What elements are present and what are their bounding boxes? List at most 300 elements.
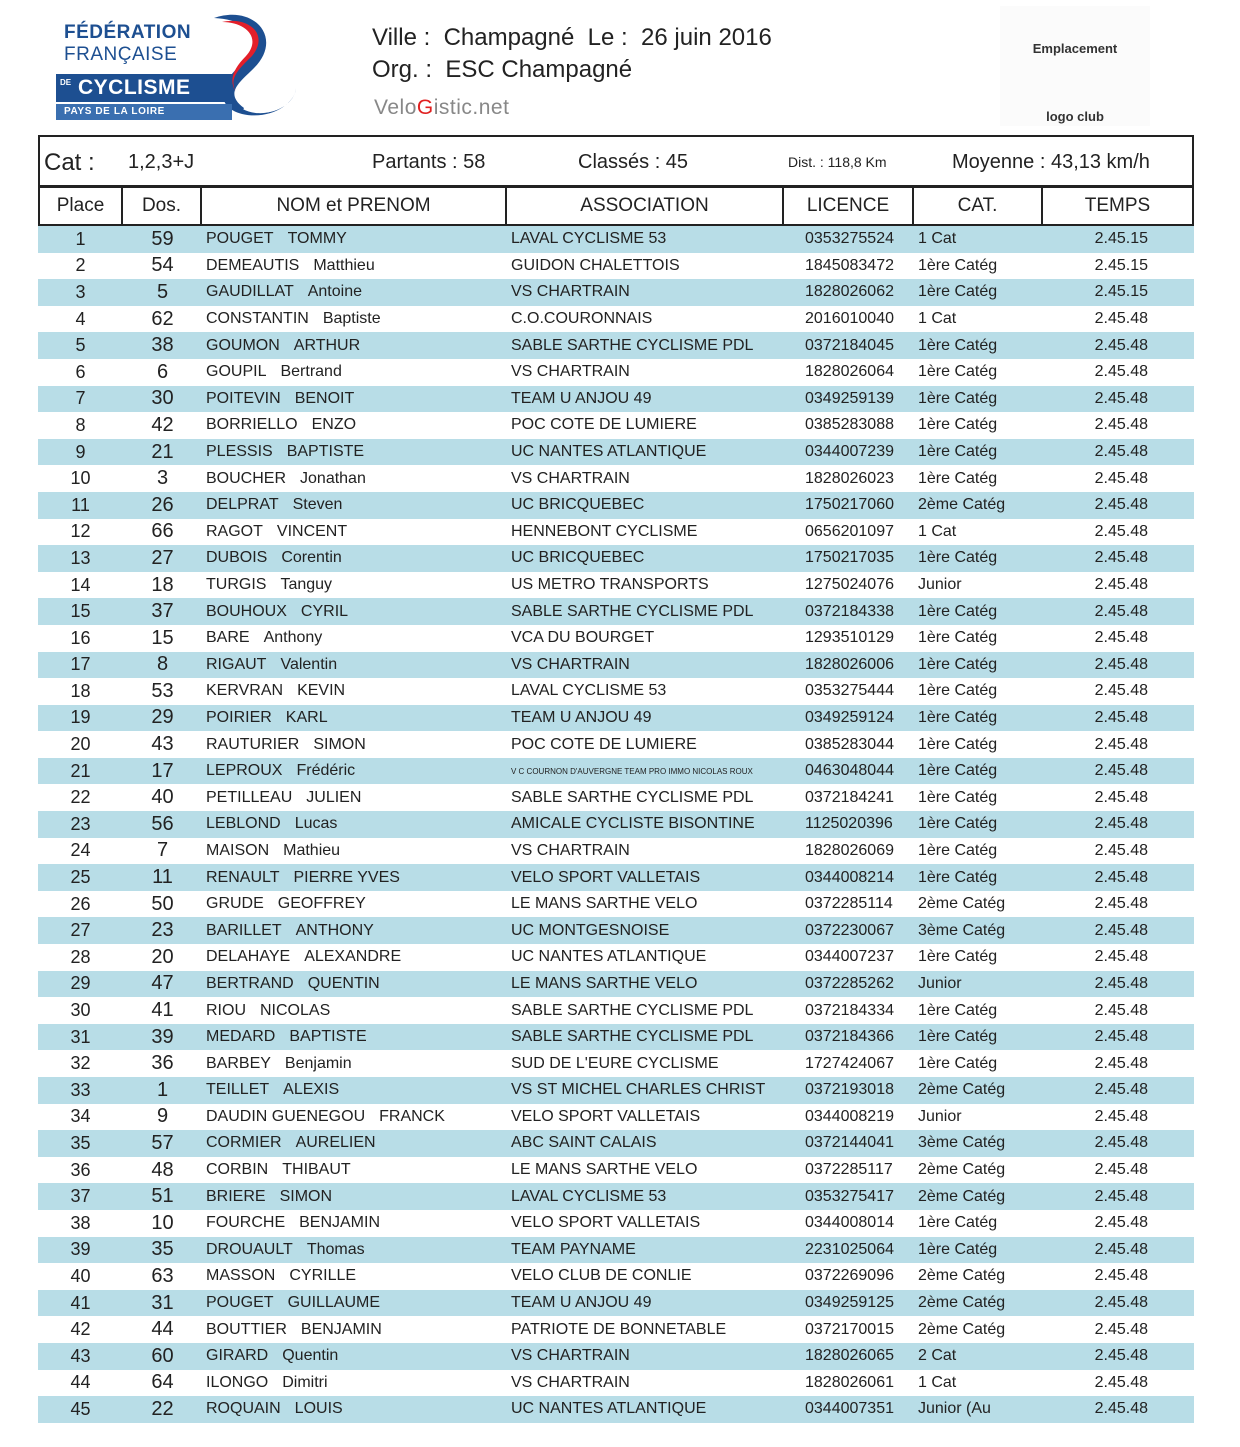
place-cell: 10 bbox=[70, 468, 91, 489]
place-cell: 43 bbox=[38, 1343, 123, 1370]
time-cell: 2.45.48 bbox=[1043, 386, 1194, 413]
association-cell: LAVAL CYCLISME 53 bbox=[507, 226, 784, 253]
association-cell: LE MANS SARTHE VELO bbox=[511, 1161, 698, 1179]
table-row bbox=[38, 917, 1194, 944]
club-logo-text bbox=[1000, 40, 1150, 125]
last-name: POUGET bbox=[206, 230, 274, 248]
name-cell bbox=[202, 838, 507, 865]
association-cell: VS CHARTRAIN bbox=[507, 652, 784, 679]
table-row bbox=[38, 279, 1194, 306]
last-name: RENAULT bbox=[206, 868, 280, 886]
last-name: CORBIN bbox=[206, 1161, 269, 1179]
place-cell: 24 bbox=[70, 840, 91, 861]
category-cell: 1ère Catég bbox=[914, 386, 1043, 413]
last-name: MAISON bbox=[206, 841, 270, 859]
name-cell bbox=[202, 1396, 507, 1423]
time-cell: 2.45.48 bbox=[1043, 1130, 1194, 1157]
category-cell: 1ère Catég bbox=[918, 1054, 998, 1072]
name-cell bbox=[202, 1210, 507, 1237]
licence-cell: 1828026065 bbox=[784, 1343, 914, 1370]
association-cell: TEAM PAYNAME bbox=[507, 1237, 784, 1264]
licence-cell: 1293510129 bbox=[805, 629, 894, 647]
name-cell bbox=[202, 226, 507, 253]
last-name: BARILLET bbox=[206, 921, 282, 939]
licence-cell: 1750217060 bbox=[784, 492, 914, 519]
table-row bbox=[38, 519, 1194, 546]
table-row bbox=[38, 332, 1194, 359]
name-cell bbox=[202, 386, 507, 413]
time-cell: 2.45.48 bbox=[1043, 1077, 1194, 1104]
first-name: BAPTISTE bbox=[286, 443, 365, 461]
name-cell bbox=[202, 598, 507, 625]
place-cell: 37 bbox=[38, 1183, 123, 1210]
first-name: Bertrand bbox=[280, 363, 342, 381]
licence-cell: 0372184241 bbox=[805, 788, 894, 806]
association-cell: VELO SPORT VALLETAIS bbox=[507, 864, 784, 891]
time-cell: 2.45.48 bbox=[1094, 788, 1148, 806]
dos-cell: 26 bbox=[123, 492, 202, 519]
licence-cell: 0349259125 bbox=[784, 1290, 914, 1317]
category-cell: Junior bbox=[918, 576, 962, 594]
licence-cell: 1125020396 bbox=[784, 811, 914, 838]
time-cell: 2.45.48 bbox=[1043, 917, 1194, 944]
name-cell bbox=[202, 465, 507, 492]
table-row bbox=[38, 226, 1194, 253]
place-cell: 41 bbox=[38, 1290, 123, 1317]
category-cell: 2ème Catég bbox=[914, 1290, 1043, 1317]
place-cell: 32 bbox=[70, 1053, 91, 1074]
name-cell bbox=[202, 1157, 507, 1184]
first-name: Steven bbox=[292, 496, 343, 514]
last-name: BOUCHER bbox=[206, 469, 287, 487]
last-name: CORMIER bbox=[206, 1134, 282, 1152]
place-cell: 16 bbox=[70, 627, 91, 648]
association-cell: UC NANTES ATLANTIQUE bbox=[507, 1396, 784, 1423]
licence-cell: 0385283044 bbox=[805, 735, 894, 753]
time-cell: 2.45.48 bbox=[1043, 1237, 1194, 1264]
place-cell: 5 bbox=[38, 332, 123, 359]
last-name: MEDARD bbox=[206, 1028, 276, 1046]
last-name: TEILLET bbox=[206, 1081, 270, 1099]
first-name: Lucas bbox=[294, 815, 338, 833]
club-logo-placeholder bbox=[1000, 6, 1150, 126]
club-logo-line1: Emplacement bbox=[1032, 41, 1118, 56]
dos-cell: 22 bbox=[123, 1396, 202, 1423]
place-cell: 30 bbox=[70, 1000, 91, 1021]
name-cell bbox=[202, 306, 507, 333]
table-row bbox=[38, 359, 1194, 386]
licence-cell: 0372285114 bbox=[805, 895, 893, 913]
table-row bbox=[38, 1370, 1194, 1397]
first-name: Thomas bbox=[306, 1240, 365, 1258]
licence-cell: 1750217035 bbox=[784, 545, 914, 572]
name-cell bbox=[202, 705, 507, 732]
name-cell bbox=[202, 492, 507, 519]
place-cell: 36 bbox=[70, 1159, 91, 1180]
table-row bbox=[38, 625, 1194, 652]
table-row bbox=[38, 412, 1194, 439]
place-cell: 13 bbox=[38, 545, 123, 572]
licence-cell: 1828026006 bbox=[784, 652, 914, 679]
category-cell: 1ère Catég bbox=[914, 864, 1043, 891]
last-name: DUBOIS bbox=[206, 549, 268, 567]
name-cell bbox=[202, 1104, 507, 1131]
first-name: BENOIT bbox=[294, 389, 355, 407]
association-cell: LAVAL CYCLISME 53 bbox=[511, 682, 667, 700]
brand-part1: Velo bbox=[374, 96, 417, 119]
licence-cell: 0385283088 bbox=[805, 416, 894, 434]
name-cell bbox=[202, 678, 507, 705]
licence-cell: 0463048044 bbox=[784, 758, 914, 785]
last-name: POITEVIN bbox=[206, 389, 281, 407]
dos-cell: 27 bbox=[123, 545, 202, 572]
table-row bbox=[38, 1210, 1194, 1237]
logo-region: PAYS DE LA LOIRE bbox=[64, 106, 165, 117]
time-cell: 2.45.48 bbox=[1094, 1001, 1148, 1019]
last-name: ILONGO bbox=[206, 1373, 269, 1391]
place-cell: 33 bbox=[38, 1077, 123, 1104]
time-cell: 2.45.48 bbox=[1043, 652, 1194, 679]
first-name: KARL bbox=[285, 708, 328, 726]
association-cell: POC COTE DE LUMIERE bbox=[511, 735, 697, 753]
licence-cell: 0344007351 bbox=[784, 1396, 914, 1423]
time-cell: 2.45.48 bbox=[1094, 1320, 1148, 1338]
licence-cell: 0344008014 bbox=[805, 1214, 894, 1232]
licence-cell: 0344008214 bbox=[784, 864, 914, 891]
time-cell: 2.45.48 bbox=[1094, 363, 1148, 381]
first-name: Matthieu bbox=[313, 256, 375, 274]
name-cell bbox=[202, 253, 507, 280]
time-cell: 2.45.48 bbox=[1094, 1054, 1148, 1072]
licence-cell: 2231025064 bbox=[784, 1237, 914, 1264]
association-cell: VS ST MICHEL CHARLES CHRIST bbox=[507, 1077, 784, 1104]
category-cell: 1 Cat bbox=[918, 310, 957, 328]
time-cell: 2.45.48 bbox=[1043, 332, 1194, 359]
first-name: GUILLAUME bbox=[287, 1294, 381, 1312]
name-cell bbox=[202, 439, 507, 466]
name-cell bbox=[202, 1050, 507, 1077]
name-cell bbox=[202, 572, 507, 599]
first-name: VINCENT bbox=[276, 522, 348, 540]
dos-cell: 17 bbox=[123, 758, 202, 785]
association-cell: HENNEBONT CYCLISME bbox=[511, 522, 698, 540]
licence-cell: 0344007239 bbox=[784, 439, 914, 466]
licence-cell: 1828026064 bbox=[805, 363, 894, 381]
category-cell: 3ème Catég bbox=[914, 1130, 1043, 1157]
association-cell: SABLE SARTHE CYCLISME PDL bbox=[511, 1001, 754, 1019]
licence-cell: 1828026069 bbox=[805, 841, 894, 859]
name-cell bbox=[202, 1183, 507, 1210]
table-row bbox=[38, 731, 1194, 758]
results-body bbox=[38, 226, 1194, 1423]
club-logo-line2: logo club bbox=[1046, 109, 1104, 124]
place-cell: 44 bbox=[70, 1372, 91, 1393]
dos-cell: 29 bbox=[123, 705, 202, 732]
category-cell: 2ème Catég bbox=[918, 895, 1006, 913]
place-cell: 12 bbox=[70, 521, 91, 542]
organizer-line: Org. : ESC Champagné bbox=[372, 56, 633, 83]
first-name: KEVIN bbox=[297, 682, 346, 700]
name-cell bbox=[202, 625, 507, 652]
time-cell: 2.45.48 bbox=[1094, 948, 1148, 966]
category-cell: 1ère Catég bbox=[914, 705, 1043, 732]
first-name: ARTHUR bbox=[293, 336, 361, 354]
partants: Partants : 58 bbox=[372, 151, 486, 173]
association-cell: UC NANTES ATLANTIQUE bbox=[511, 948, 707, 966]
category-cell: 1ère Catég bbox=[914, 545, 1043, 572]
last-name: GOUPIL bbox=[206, 363, 267, 381]
last-name: BOUTTIER bbox=[206, 1320, 287, 1338]
category-cell: 1ère Catég bbox=[914, 332, 1043, 359]
first-name: JULIEN bbox=[306, 788, 362, 806]
dos-cell: 20 bbox=[151, 945, 174, 968]
name-cell bbox=[202, 1237, 507, 1264]
time-cell: 2.45.48 bbox=[1043, 758, 1194, 785]
category-cell: 2ème Catég bbox=[914, 1077, 1043, 1104]
licence-cell: 0372230067 bbox=[784, 917, 914, 944]
dos-cell: 18 bbox=[151, 573, 174, 596]
first-name: BAPTISTE bbox=[289, 1028, 367, 1046]
first-name: Tanguy bbox=[280, 576, 333, 594]
name-cell bbox=[202, 652, 507, 679]
last-name: GAUDILLAT bbox=[206, 283, 294, 301]
dos-cell: 56 bbox=[123, 811, 202, 838]
category-cell: 1ère Catég bbox=[918, 788, 998, 806]
place-cell: 28 bbox=[70, 946, 91, 967]
time-cell: 2.45.48 bbox=[1094, 522, 1148, 540]
dos-cell: 50 bbox=[151, 892, 174, 915]
last-name: LEBLOND bbox=[206, 815, 281, 833]
time-cell: 2.45.48 bbox=[1043, 1183, 1194, 1210]
dos-cell: 47 bbox=[123, 971, 202, 998]
association-cell: TEAM U ANJOU 49 bbox=[507, 705, 784, 732]
category-cell: 2ème Catég bbox=[918, 1267, 1006, 1285]
table-row bbox=[38, 1316, 1194, 1343]
table-row bbox=[38, 1237, 1194, 1264]
licence-cell: 0372184334 bbox=[805, 1001, 894, 1019]
category-cell: 1ère Catég bbox=[914, 758, 1043, 785]
association-cell: UC BRICQUEBEC bbox=[507, 545, 784, 572]
time-cell: 2.45.48 bbox=[1043, 545, 1194, 572]
first-name: Frédéric bbox=[296, 762, 356, 780]
dos-cell: 9 bbox=[156, 1105, 169, 1128]
header-row bbox=[38, 186, 1194, 226]
place-cell: 29 bbox=[38, 971, 123, 998]
dos-cell: 36 bbox=[151, 1052, 174, 1075]
licence-cell: 0349259124 bbox=[784, 705, 914, 732]
name-cell bbox=[202, 917, 507, 944]
time-cell: 2.45.48 bbox=[1094, 1373, 1148, 1391]
licence-cell: 1845083472 bbox=[805, 256, 894, 274]
licence-cell: 0353275417 bbox=[784, 1183, 914, 1210]
licence-cell: 0353275524 bbox=[784, 226, 914, 253]
dos-cell: 66 bbox=[151, 520, 174, 543]
first-name: Corentin bbox=[281, 549, 342, 567]
brand-part3: istic.net bbox=[433, 96, 510, 119]
brand-part2: G bbox=[416, 96, 434, 119]
dos-cell: 3 bbox=[156, 467, 169, 490]
first-name: ENZO bbox=[311, 416, 357, 434]
category-cell: 1ère Catég bbox=[918, 841, 998, 859]
association-cell: LAVAL CYCLISME 53 bbox=[507, 1183, 784, 1210]
dos-cell: 5 bbox=[123, 279, 202, 306]
first-name: ALEXIS bbox=[283, 1081, 340, 1099]
col-place: Place bbox=[38, 186, 123, 226]
table-row bbox=[38, 1024, 1194, 1051]
category-cell: 1ère Catég bbox=[914, 598, 1043, 625]
licence-cell: 0349259139 bbox=[784, 386, 914, 413]
first-name: BENJAMIN bbox=[300, 1320, 382, 1338]
time-cell: 2.45.48 bbox=[1043, 1024, 1194, 1051]
first-name: Dimitri bbox=[282, 1373, 328, 1391]
name-cell bbox=[202, 971, 507, 998]
first-name: Quentin bbox=[282, 1347, 339, 1365]
moyenne: Moyenne : 43,13 km/h bbox=[952, 151, 1150, 173]
category-cell: 1ère Catég bbox=[914, 279, 1043, 306]
name-cell bbox=[202, 731, 507, 758]
licence-cell: 0372285262 bbox=[784, 971, 914, 998]
col-temps: TEMPS bbox=[1043, 186, 1194, 226]
category-cell: 1ère Catég bbox=[914, 652, 1043, 679]
table-row bbox=[38, 465, 1194, 492]
results-table bbox=[38, 186, 1194, 1423]
time-cell: 2.45.48 bbox=[1043, 971, 1194, 998]
name-cell bbox=[202, 758, 507, 785]
association-cell: AMICALE CYCLISTE BISONTINE bbox=[507, 811, 784, 838]
place-cell: 2 bbox=[75, 255, 86, 276]
category-cell: 1ère Catég bbox=[918, 256, 998, 274]
dos-cell: 15 bbox=[151, 626, 174, 649]
time-cell: 2.45.15 bbox=[1043, 226, 1194, 253]
association-cell: VELO CLUB DE CONLIE bbox=[511, 1267, 692, 1285]
association-cell: UC MONTGESNOISE bbox=[507, 917, 784, 944]
name-cell bbox=[202, 1130, 507, 1157]
category-cell: 1ère Catég bbox=[918, 416, 998, 434]
time-cell: 2.45.48 bbox=[1043, 705, 1194, 732]
ffc-logo bbox=[52, 8, 302, 120]
last-name: RAGOT bbox=[206, 522, 263, 540]
licence-cell: 1828026061 bbox=[805, 1373, 894, 1391]
col-cat: CAT. bbox=[914, 186, 1043, 226]
first-name: Anthony bbox=[263, 629, 323, 647]
first-name: CYRIL bbox=[300, 602, 349, 620]
category-cell: Junior (Au bbox=[914, 1396, 1043, 1423]
table-row bbox=[38, 1130, 1194, 1157]
dos-cell: 7 bbox=[156, 839, 169, 862]
first-name: TOMMY bbox=[287, 230, 347, 248]
time-cell: 2.45.15 bbox=[1043, 279, 1194, 306]
table-row bbox=[38, 1290, 1194, 1317]
ville-date-line: Ville : Champagné Le : 26 juin 2016 bbox=[372, 24, 772, 51]
association-cell: SUD DE L'EURE CYCLISME bbox=[511, 1054, 719, 1072]
association-cell: VS CHARTRAIN bbox=[511, 469, 630, 487]
last-name: DELAHAYE bbox=[206, 948, 291, 966]
first-name: ANTHONY bbox=[295, 921, 374, 939]
dos-cell: 31 bbox=[123, 1290, 202, 1317]
dos-cell: 30 bbox=[123, 386, 202, 413]
first-name: SIMON bbox=[279, 1187, 333, 1205]
category-cell: 1ère Catég bbox=[914, 1237, 1043, 1264]
table-row bbox=[38, 306, 1194, 333]
table-row bbox=[38, 784, 1194, 811]
name-cell bbox=[202, 1263, 507, 1290]
table-row bbox=[38, 944, 1194, 971]
place-cell: 6 bbox=[75, 361, 86, 382]
licence-cell: 1828026023 bbox=[805, 469, 894, 487]
place-cell: 45 bbox=[38, 1396, 123, 1423]
association-cell: TEAM U ANJOU 49 bbox=[507, 386, 784, 413]
category-cell: 1 Cat bbox=[914, 226, 1043, 253]
category-cell: 1ère Catég bbox=[918, 948, 998, 966]
category-cell: Junior bbox=[918, 1107, 962, 1125]
association-cell: VELO SPORT VALLETAIS bbox=[511, 1214, 701, 1232]
distance: Dist. : 118,8 Km bbox=[788, 154, 887, 170]
association-cell: VCA DU BOURGET bbox=[511, 629, 655, 647]
place-cell: 42 bbox=[70, 1319, 91, 1340]
time-cell: 2.45.48 bbox=[1043, 1343, 1194, 1370]
place-cell: 34 bbox=[70, 1106, 91, 1127]
first-name: QUENTIN bbox=[307, 974, 380, 992]
first-name: Antoine bbox=[307, 283, 362, 301]
category-cell: 1ère Catég bbox=[918, 629, 998, 647]
category-cell: 1 Cat bbox=[918, 522, 957, 540]
first-name: Valentin bbox=[280, 655, 338, 673]
table-row bbox=[38, 1157, 1194, 1184]
dos-cell: 35 bbox=[123, 1237, 202, 1264]
place-cell: 39 bbox=[38, 1237, 123, 1264]
category-cell: 2ème Catég bbox=[914, 492, 1043, 519]
name-cell bbox=[202, 864, 507, 891]
association-cell: C.O.COURONNAIS bbox=[511, 310, 653, 328]
last-name: PLESSIS bbox=[206, 443, 273, 461]
last-name: MASSON bbox=[206, 1267, 276, 1285]
association-cell: SABLE SARTHE CYCLISME PDL bbox=[507, 332, 784, 359]
first-name: THIBAUT bbox=[282, 1161, 351, 1179]
first-name: PIERRE YVES bbox=[293, 868, 400, 886]
first-name: Jonathan bbox=[300, 469, 366, 487]
dos-cell: 60 bbox=[123, 1343, 202, 1370]
place-cell: 26 bbox=[70, 893, 91, 914]
dos-cell: 57 bbox=[123, 1130, 202, 1157]
category-cell: 1 Cat bbox=[918, 1373, 957, 1391]
time-cell: 2.45.48 bbox=[1043, 1290, 1194, 1317]
category-cell: 1ère Catég bbox=[914, 439, 1043, 466]
category-cell: 2ème Catég bbox=[918, 1161, 1006, 1179]
licence-cell: 1275024076 bbox=[805, 576, 894, 594]
name-cell bbox=[202, 1290, 507, 1317]
licence-cell: 0372193018 bbox=[784, 1077, 914, 1104]
velogistic-brand bbox=[374, 96, 509, 120]
place-cell: 3 bbox=[38, 279, 123, 306]
last-name: TURGIS bbox=[206, 576, 267, 594]
logo-de: DE bbox=[60, 78, 72, 87]
category-cell: 1ère Catég bbox=[918, 363, 998, 381]
category-cell: 1ère Catég bbox=[914, 1024, 1043, 1051]
last-name: RIOU bbox=[206, 1001, 246, 1019]
licence-cell: 0372184366 bbox=[784, 1024, 914, 1051]
last-name: GIRARD bbox=[206, 1347, 269, 1365]
category-cell: 1ère Catég bbox=[918, 1001, 998, 1019]
last-name: DEMEAUTIS bbox=[206, 256, 300, 274]
dos-cell: 8 bbox=[123, 652, 202, 679]
dos-cell: 54 bbox=[151, 254, 174, 277]
last-name: BOUHOUX bbox=[206, 602, 287, 620]
time-cell: 2.45.48 bbox=[1094, 1107, 1148, 1125]
table-row bbox=[38, 891, 1194, 918]
time-cell: 2.45.48 bbox=[1043, 1396, 1194, 1423]
table-row bbox=[38, 811, 1194, 838]
last-name: KERVRAN bbox=[206, 682, 284, 700]
